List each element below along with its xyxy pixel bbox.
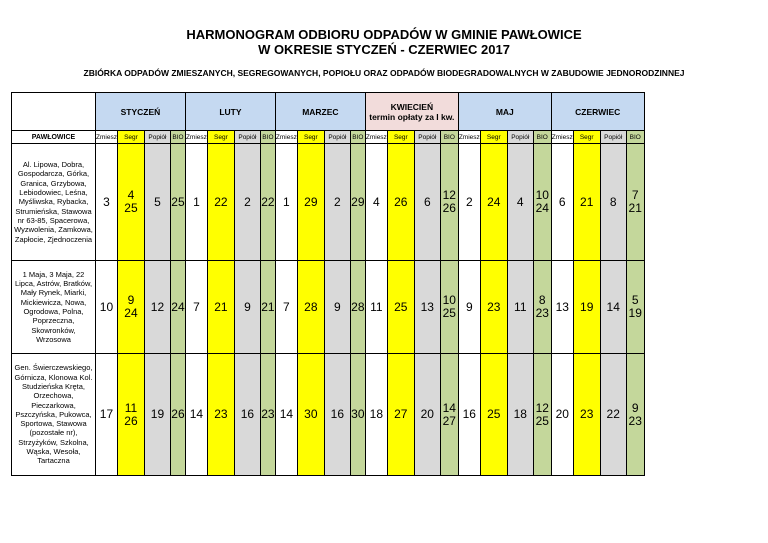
month-header-1	[96, 93, 186, 131]
pickup-day: 2	[334, 194, 341, 209]
header-corner	[12, 93, 96, 131]
pickup-day: 9	[127, 293, 135, 307]
day-cell-ash	[234, 354, 260, 476]
pickup-day: 23	[487, 299, 501, 314]
col-header-label: Zmiesz	[185, 133, 207, 141]
month-note: termin opłaty za I kw.	[369, 111, 455, 122]
day-cell-mixed	[365, 261, 387, 354]
day-cell-segr	[387, 354, 414, 476]
street-list	[12, 261, 96, 354]
pickup-day: 7	[193, 299, 200, 314]
month-name: MAJ	[495, 106, 514, 117]
day-cell-mixed	[96, 144, 118, 261]
day-cell-bio	[350, 354, 365, 476]
col-header-bio	[626, 131, 644, 144]
pickup-day: 30	[304, 407, 318, 421]
month-name: STYCZEŃ	[120, 106, 161, 117]
pickup-day: 22	[606, 407, 620, 421]
schedule-row	[12, 144, 645, 261]
col-header-label: Segr	[393, 133, 408, 141]
pickup-day: 14	[279, 407, 294, 421]
day-cell-ash	[414, 144, 440, 261]
pickup-day: 9	[465, 299, 473, 314]
day-cell-segr	[207, 354, 234, 476]
day-cell-bio	[350, 261, 365, 354]
day-cell-bio	[533, 144, 551, 261]
day-cell-segr	[297, 144, 324, 261]
col-header-label: Segr	[579, 133, 594, 141]
pickup-day: 30	[351, 407, 365, 421]
day-cell-mixed	[185, 144, 207, 261]
day-cell-mixed	[458, 261, 480, 354]
col-header-segr	[480, 131, 507, 144]
page-subtitle: ZBIÓRKA ODPADÓW ZMIESZANYCH, SEGREGOWANYCH, POPIOŁU ORAZ ODPADÓW BIODEGRADOWALNYCH W ZABUDOWIE JEDNORODZINNEJ	[83, 68, 685, 78]
pickup-day: 19	[580, 299, 594, 314]
pickup-day: 28	[304, 299, 318, 314]
day-cell-bio	[626, 144, 644, 261]
pickup-day: 11	[124, 400, 138, 415]
col-header-bio	[170, 131, 185, 144]
street-list	[12, 144, 96, 261]
pickup-day: 26	[442, 201, 456, 215]
day-cell-bio	[626, 261, 644, 354]
day-cell-bio	[626, 354, 644, 476]
schedule-row	[12, 261, 645, 354]
col-header-label: BIO	[629, 133, 641, 141]
col-header-label: BIO	[352, 133, 364, 141]
col-header-label: Popiół	[511, 133, 530, 141]
day-cell-mixed	[551, 261, 573, 354]
pickup-day: 21	[214, 299, 228, 314]
day-cell-mixed	[551, 144, 573, 261]
day-cell-ash	[234, 144, 260, 261]
day-cell-segr	[573, 261, 600, 354]
day-cell-mixed	[458, 354, 480, 476]
col-header-segr	[573, 131, 600, 144]
col-header-label: Popiół	[238, 133, 257, 141]
pickup-day: 11	[514, 299, 527, 314]
month-header-3	[275, 93, 365, 131]
pickup-day: 14	[606, 299, 620, 314]
pickup-day: 27	[394, 407, 408, 421]
day-cell-bio	[440, 354, 458, 476]
col-header-label: Segr	[486, 133, 501, 141]
pickup-day: 26	[171, 407, 185, 421]
day-cell-bio	[260, 354, 275, 476]
pickup-day: 18	[513, 407, 527, 421]
day-cell-segr	[387, 144, 414, 261]
col-header-ash	[507, 131, 533, 144]
pickup-day: 13	[420, 299, 434, 314]
pickup-day: 11	[370, 299, 383, 314]
day-cell-mixed	[275, 144, 297, 261]
day-cell-segr	[117, 144, 144, 261]
pickup-day: 6	[558, 194, 566, 209]
pickup-day: 4	[127, 188, 135, 202]
month-name: KWIECIEŃ	[390, 101, 434, 112]
col-header-ash	[414, 131, 440, 144]
pickup-day: 9	[334, 299, 341, 314]
pickup-day: 8	[538, 293, 546, 307]
page-title	[0, 27, 768, 57]
pickup-day: 2	[465, 194, 473, 209]
schedule-table	[11, 92, 645, 476]
col-header-label: Segr	[124, 133, 138, 141]
day-cell-bio	[350, 144, 365, 261]
pickup-day: 20	[555, 407, 569, 421]
col-header-ash	[324, 131, 350, 144]
day-cell-segr	[117, 261, 144, 354]
month-name: MARZEC	[302, 106, 339, 117]
day-cell-ash	[507, 144, 533, 261]
pickup-day: 21	[580, 194, 594, 209]
col-header-mixed	[185, 131, 207, 144]
day-cell-mixed	[551, 354, 573, 476]
pickup-day: 21	[261, 299, 275, 314]
pickup-day: 16	[240, 407, 255, 421]
day-cell-ash	[507, 354, 533, 476]
month-name: CZERWIEC	[575, 106, 621, 117]
pickup-day: 25	[171, 194, 185, 209]
col-header-segr	[297, 131, 324, 144]
schedule-row	[12, 354, 645, 476]
col-header-label: BIO	[443, 133, 455, 141]
pickup-day: 20	[420, 407, 434, 421]
day-cell-ash	[600, 261, 626, 354]
day-cell-segr	[480, 354, 507, 476]
day-cell-mixed	[275, 261, 297, 354]
address-column-header	[12, 131, 96, 144]
day-cell-mixed	[275, 354, 297, 476]
pickup-day: 21	[628, 201, 642, 215]
pickup-day: 23	[628, 413, 642, 428]
street-list-text: Al. Lipowa, Dobra, Gospodarcza, Górka, Granica, Grzybowa, Lebiodowiec, Leśna, Myśliwska, Rybacka, Strumieńska, Stawowa nr 63-85, Spacerowa, Wyzwolenia, Zamkowa, Zapłocie, Zjednoczenia	[14, 160, 93, 244]
pickup-day: 10	[99, 299, 114, 314]
day-cell-segr	[207, 144, 234, 261]
col-header-label: Popiół	[418, 133, 437, 141]
col-header-label: BIO	[536, 133, 548, 141]
day-cell-ash	[234, 261, 260, 354]
day-cell-segr	[480, 144, 507, 261]
day-cell-mixed	[458, 144, 480, 261]
pickup-day: 29	[304, 194, 318, 209]
title-line-2: W OKRESIE STYCZEŃ - CZERWIEC 2017	[258, 42, 510, 57]
pickup-day: 12	[535, 400, 549, 415]
day-cell-ash	[324, 261, 350, 354]
day-cell-bio	[260, 261, 275, 354]
pickup-day: 5	[154, 194, 161, 209]
month-header-6	[551, 93, 644, 131]
pickup-day: 9	[631, 400, 639, 415]
pickup-day: 2	[244, 194, 251, 209]
day-cell-ash	[600, 144, 626, 261]
month-header-5	[458, 93, 551, 131]
col-header-ash	[144, 131, 170, 144]
day-cell-segr	[117, 354, 144, 476]
day-cell-bio	[533, 354, 551, 476]
pickup-day: 12	[442, 188, 456, 202]
pickup-day: 13	[555, 299, 569, 314]
day-cell-bio	[170, 261, 185, 354]
pickup-day: 26	[124, 413, 138, 428]
col-header-mixed	[275, 131, 297, 144]
col-header-label: BIO	[172, 133, 184, 141]
pickup-day: 9	[244, 299, 251, 314]
pickup-day: 25	[124, 201, 138, 215]
street-list-text: Gen. Świerczewskiego, Górnicza, Klonowa Kol. Studzieńska Kręta, Orzechowa, Pieczarkowa, Pszczyńska, Pukowca, Sportowa, Stawowa (pozostałe nr), Strzyżyków, Szkolna, Wąska, Wesoła, Tartaczna	[14, 363, 93, 466]
month-header-2	[185, 93, 275, 131]
pickup-day: 28	[351, 299, 365, 314]
day-cell-segr	[573, 144, 600, 261]
day-cell-bio	[170, 354, 185, 476]
pickup-day: 25	[442, 306, 456, 320]
pickup-day: 19	[150, 407, 165, 421]
col-header-mixed	[96, 131, 118, 144]
col-header-bio	[260, 131, 275, 144]
col-header-label: Popiół	[328, 133, 347, 141]
day-cell-mixed	[365, 144, 387, 261]
pickup-day: 23	[214, 407, 228, 421]
pickup-day: 29	[351, 194, 365, 209]
col-header-label: Segr	[214, 133, 228, 141]
col-header-mixed	[551, 131, 573, 144]
col-header-label: Popiół	[148, 133, 167, 141]
day-cell-mixed	[96, 354, 118, 476]
pickup-day: 25	[487, 407, 501, 421]
pickup-day: 4	[372, 194, 380, 209]
pickup-day: 22	[261, 194, 275, 209]
pickup-day: 6	[423, 194, 431, 209]
pickup-day: 7	[283, 299, 290, 314]
col-header-label: Zmiesz	[365, 133, 387, 141]
title-line-1: HARMONOGRAM ODBIORU ODPADÓW W GMINIE PAWŁOWICE	[186, 27, 582, 42]
col-header-label: Popiół	[604, 133, 623, 141]
pickup-day: 24	[535, 201, 549, 215]
day-cell-ash	[324, 144, 350, 261]
pickup-day: 25	[535, 413, 549, 428]
col-header-mixed	[458, 131, 480, 144]
pickup-day: 24	[487, 194, 501, 209]
month-header-4	[365, 93, 458, 131]
pickup-day: 10	[535, 188, 549, 202]
pickup-day: 4	[516, 194, 524, 209]
day-cell-ash	[324, 354, 350, 476]
day-cell-segr	[480, 261, 507, 354]
col-header-segr	[387, 131, 414, 144]
pickup-day: 23	[580, 407, 594, 421]
day-cell-bio	[260, 144, 275, 261]
pickup-day: 14	[189, 407, 204, 421]
day-cell-segr	[387, 261, 414, 354]
col-header-bio	[350, 131, 365, 144]
day-cell-ash	[144, 354, 170, 476]
col-header-label: Zmiesz	[458, 133, 480, 141]
day-cell-mixed	[185, 354, 207, 476]
col-header-bio	[440, 131, 458, 144]
pickup-day: 18	[369, 407, 384, 421]
pickup-day: 19	[628, 306, 642, 320]
pickup-day: 8	[609, 194, 617, 209]
day-cell-segr	[297, 261, 324, 354]
pickup-day: 22	[214, 194, 228, 209]
pickup-day: 27	[442, 413, 456, 428]
col-header-label: Segr	[303, 133, 318, 141]
day-cell-ash	[144, 261, 170, 354]
pickup-day: 16	[330, 407, 345, 421]
day-cell-bio	[170, 144, 185, 261]
address-header-label: PAWŁOWICE	[31, 133, 76, 141]
pickup-day: 14	[442, 400, 456, 415]
column-header-row	[12, 131, 645, 144]
day-cell-ash	[144, 144, 170, 261]
col-header-mixed	[365, 131, 387, 144]
pickup-day: 1	[283, 194, 290, 209]
col-header-ash	[600, 131, 626, 144]
day-cell-bio	[533, 261, 551, 354]
col-header-bio	[533, 131, 551, 144]
day-cell-segr	[207, 261, 234, 354]
col-header-label: Zmiesz	[275, 133, 297, 141]
pickup-day: 1	[193, 194, 200, 209]
day-cell-segr	[573, 354, 600, 476]
col-header-label: Zmiesz	[96, 133, 117, 141]
pickup-day: 5	[631, 293, 639, 307]
pickup-day: 23	[261, 407, 275, 421]
col-header-ash	[234, 131, 260, 144]
day-cell-bio	[440, 261, 458, 354]
month-header-row	[12, 93, 645, 131]
day-cell-bio	[440, 144, 458, 261]
col-header-label: Zmiesz	[551, 133, 573, 141]
day-cell-ash	[600, 354, 626, 476]
pickup-day: 7	[631, 188, 639, 202]
day-cell-ash	[507, 261, 533, 354]
pickup-day: 3	[103, 194, 110, 209]
day-cell-mixed	[185, 261, 207, 354]
street-list-text: 1 Maja, 3 Maja, 22 Lipca, Astrów, Bratków, Mały Rynek, Miarki, Mickiewicza, Nowa, Ogrodowa, Polna, Poprzeczna, Skowronków, Wrzosowa	[14, 269, 93, 344]
pickup-day: 23	[535, 306, 549, 320]
pickup-day: 24	[171, 299, 185, 314]
col-header-label: BIO	[262, 133, 274, 141]
pickup-day: 16	[462, 407, 476, 421]
day-cell-ash	[414, 354, 440, 476]
pickup-day: 24	[124, 306, 138, 320]
pickup-day: 25	[394, 299, 408, 314]
col-header-segr	[117, 131, 144, 144]
pickup-day: 12	[150, 299, 165, 314]
col-header-segr	[207, 131, 234, 144]
day-cell-mixed	[365, 354, 387, 476]
month-name: LUTY	[219, 106, 242, 117]
pickup-day: 26	[394, 194, 408, 209]
day-cell-mixed	[96, 261, 118, 354]
pickup-day: 17	[99, 407, 114, 421]
street-list	[12, 354, 96, 476]
pickup-day: 10	[442, 293, 456, 307]
day-cell-ash	[414, 261, 440, 354]
day-cell-segr	[297, 354, 324, 476]
